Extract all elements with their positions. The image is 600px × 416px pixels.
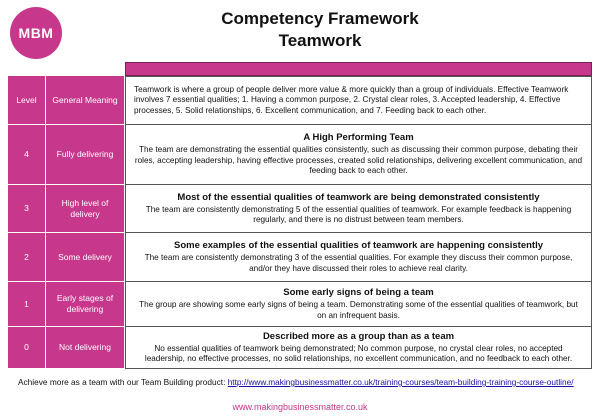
row-heading: Some examples of the essential qualities of teamwork are happening consistently: [173, 240, 544, 251]
logo-text: MBM: [18, 25, 54, 41]
description-cell: [125, 185, 592, 233]
meaning-header: General Meaning: [46, 76, 125, 125]
footer-text: Achieve more as a team with our Team Building product:: [18, 377, 228, 387]
logo: [10, 7, 62, 59]
row-text: The team are consistently demonstrating 3 of the essential qualities. For example they discuss their common purpose, and/or they have discussed their roles to achieve real clarity.: [144, 253, 573, 273]
table-row: [8, 185, 592, 233]
footer: [18, 377, 574, 387]
table-row: [8, 282, 592, 327]
meaning-cell: Not delivering: [46, 327, 125, 369]
level-cell: 3: [8, 185, 46, 233]
row-heading: Some early signs of being a team: [283, 287, 434, 298]
row-text: The group are showing some early signs of being a team. Demonstrating some of the essential qualities of teamwork, but on an infrequent basis.: [139, 300, 578, 320]
description-cell: [125, 125, 592, 185]
level-cell: 1: [8, 282, 46, 327]
description-cell: [125, 282, 592, 327]
page-subtitle: Teamwork: [278, 31, 362, 50]
row-heading: A High Performing Team: [303, 132, 414, 144]
level-cell: 0: [8, 327, 46, 369]
description-cell: [125, 233, 592, 282]
level-cell: 4: [8, 125, 46, 185]
row-heading: Described more as a group than as a team: [262, 330, 455, 342]
row-text: The team are consistently demonstrating 5 of the essential qualities of teamwork. For example feedback is happening regularly, and there is no distrust between team members.: [145, 204, 572, 224]
page-title: Competency Framework: [221, 9, 419, 28]
meaning-cell: Early stages of delivering: [46, 282, 125, 327]
row-heading: Most of the essential qualities of teamwork are being demonstrated consistently: [177, 191, 540, 203]
description-cell: [125, 327, 592, 369]
table-row: [8, 327, 592, 369]
table-row: [8, 125, 592, 185]
footer-link[interactable]: http://www.makingbusinessmatter.co.uk/training-courses/team-building-training-course-outline/: [227, 377, 574, 387]
level-cell: 2: [8, 233, 46, 282]
meaning-cell: Fully delivering: [46, 125, 125, 185]
meaning-cell: High level of delivery: [46, 185, 125, 233]
row-text: The team are demonstrating the essential qualities consistently, such as discussing their common purpose, debating their roles, accepting leadership, having effective processes, created solid relationships, delivering excellent communication, and feeding back to each other.: [134, 145, 583, 176]
site-url: www.makingbusinessmatter.co.uk: [232, 402, 368, 412]
intro-body: Teamwork is where a group of people deliver more value & more quickly than a group of individuals. Effective Teamwork involves 7 essential qualities; 1. Having a common purpose, 2. Crystal clear roles, 3. Accepted leadership, 4. Effective processes, 5. Solid relationships, 6. Excellent communication, and 7. Feeding back to each other.: [134, 84, 569, 115]
table-row-header: [8, 76, 592, 125]
row-text: No essential qualities of teamwork being demonstrated; No common purpose, no crystal clear roles, no accepted leadership, no effective processes, no solid relationships, no excellent communication, and no feedback to each other.: [144, 343, 573, 363]
table-header-strip: [125, 62, 592, 76]
level-header: Level: [8, 76, 46, 125]
intro-text: [125, 76, 592, 125]
table-row: [8, 233, 592, 282]
meaning-cell: Some delivery: [46, 233, 125, 282]
competency-table: [8, 62, 592, 369]
